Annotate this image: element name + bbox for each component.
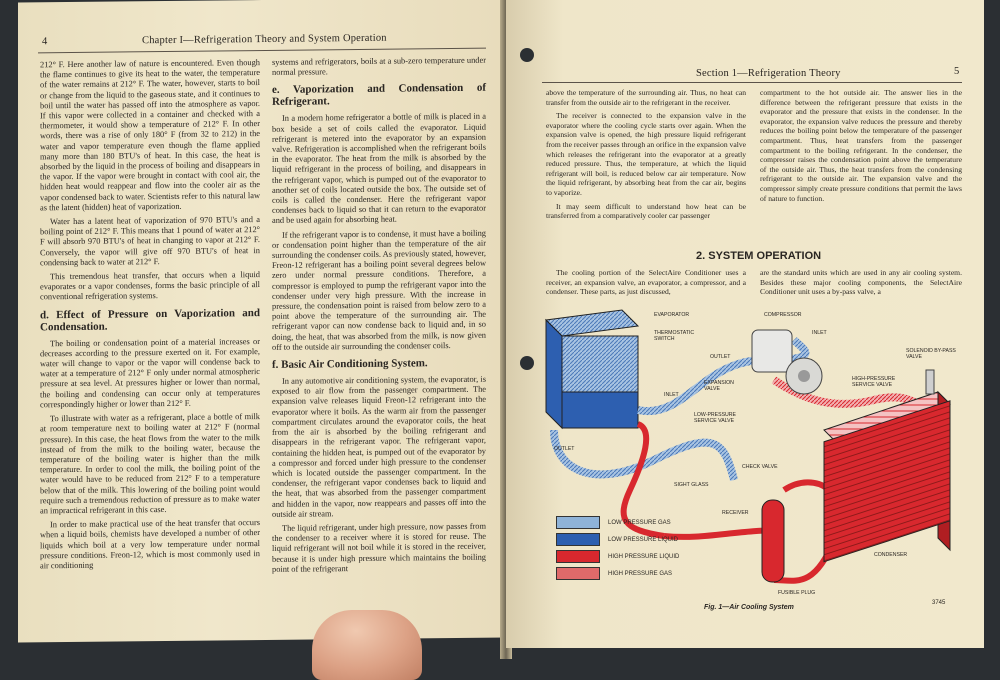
binder-hole [520,356,534,370]
legend-swatch [556,533,600,546]
paragraph: In any automotive air conditioning system, the evaporator, is exposed to air flow from the passenger compartment. The expansion valve releases liquid Freon-12 refrigerant into the evaporator where it boils. As the warm air from the passenger compartment circulates around the evaporator coils, the heat from the air is absorbed by the boiling refrigerant and disappears in the refrigerant vapor. The refrigerant vapor, containing the hidden heat, is pumped out of the evaporator by a compressor and forced under high pressure to the condenser which is located outside the passenger compartment. In the condenser, the refrigerant vapor condenses back to liquid and the heat, that was absorbed from the passenger compartment and hidden in the vapor, now reappears and passes off into the outside air stream. [272,374,486,519]
section-heading-f: f. Basic Air Conditioning System. [272,357,428,371]
legend-item [556,548,679,565]
header-rule [38,48,486,54]
label-inlet-top: INLET [812,330,827,336]
air-cooling-system-figure [534,300,974,628]
left-page-number: 4 [42,36,48,48]
paragraph: The cooling portion of the SelectAire Conditioner uses a receiver, an expansion valve, an evaporator, a compressor, and a condenser. These parts, as just discussed, [546,268,746,297]
left-page-header: Chapter I—Refrigeration Theory and System Operation [142,32,387,47]
left-page [18,0,506,643]
legend-label: HIGH PRESSURE GAS [608,570,673,577]
label-hp-service: HIGH-PRESSURE SERVICE VALVE [852,376,896,388]
paragraph: systems and refrigerators, boils at a sub-zero temperature under normal pressure. [272,55,486,78]
figure-legend [556,514,679,582]
system-text-1 [546,268,746,301]
left-column-1 [40,58,260,575]
label-thermostatic-switch: THERMOSTATIC SWITCH [654,330,695,342]
right-column-2 [760,88,962,207]
paragraph: compartment to the hot outside air. The answer lies in the difference between the refrigerant pressure that exists in the evaporator and the pressure that exists in the condenser. In the evaporator, the expansion valve reduces the pressure and thereby reduces the boiling point below the temperature of the passenger compartment. Thus, heat transfers from the passenger compartment to the boiling refrigerant. In the condenser, the compressor raises the condensation point above the temperature of the outside air. Thus, the heat transfers from the condensing refrigerant to the outside air. The expansion valve and the compressor simply create pressure conditions that permit the laws of nature to function. [760,88,962,203]
label-sight-glass: SIGHT GLASS [674,482,709,488]
condenser-shape [824,392,950,562]
paragraph: above the temperature of the surrounding air. Thus, no heat can transfer from the outside air to the refrigerant in the receiver. [546,88,746,107]
label-solenoid: SOLENOID BY-PASS VALVE [906,348,956,360]
label-fusible-plug: FUSIBLE PLUG [778,590,816,596]
label-evaporator: EVAPORATOR [654,312,690,318]
paragraph: The receiver is connected to the expansion valve in the evaporator where the cooling cycle starts over again. When the expansion valve is opened, the high pressure liquid refrigerant from the receiver passes through an orifice in the expansion valve which releases the refrigerant into the evaporator at a greatly reduced pressure. Thus, the temperature, at which the liquid refrigerant will boil, is reduced below car air temperature. Now the liquid refrigerant, by absorbing heat from the car air, begins to vaporize. [546,111,746,197]
receiver-shape [762,500,784,582]
header-rule [542,82,962,83]
legend-item [556,531,679,548]
system-text-2 [760,268,962,301]
figure-caption: Fig. 1—Air Cooling System [704,604,794,611]
label-outlet-left: OUTLET [554,446,575,452]
legend-swatch [556,516,600,529]
legend-label: LOW PRESSURE LIQUID [608,536,679,543]
label-outlet-top: OUTLET [710,354,731,360]
paragraph: 212° F. Here another law of nature is encountered. Even though the flame continues to give its heat to the water, the temperature of the water remains at 212° F. The water, however, starts to boil or change from the liquid to the gaseous state, and it continues to boil until the water has passed off into the atmosphere as vapor. If this vapor were collected in a container and checked with a thermometer, it would show a temperature of 212° F. In other words, there was a rise of only 180° F (from 32 to 212) in the water and vapor temperature even though the flame applied many more than 180 BTU's of heat. In this case, the heat is absorbed by the liquid in the process of boiling and disappears in the vapor. If the vapor were brought in contact with cool air, the hidden heat would reappear and flow into the cooler air as the vapor condensed back to water. Scientists refer to this natural law as the latent (hidden) heat of vaporization. [40,58,260,213]
legend-item [556,565,679,582]
paragraph: In a modern home refrigerator a bottle of milk is placed in a box beside a set of coils called the evaporator. Liquid refrigerant is metered into the evaporator by an expansion valve. Refrigeration is accomplished when the refrigerant boils in the evaporator. The heat from the milk is absorbed by the liquid refrigerant in the process of boiling, and disappears in the refrigerant vapor, which is pumped out of the evaporator to another set of coils located outside the box. The outside set of coils is called the condenser. Here the refrigerant vapor condenses back to liquid so that it can return to the evaporator and be used again for absorbing heat. [272,112,486,226]
paragraph: To illustrate with water as a refrigerant, place a bottle of milk at room temperature next to boiling water at 212° F (normal pressure). In this case, the heat flows from the water to the milk instead of from the milk to the boiling water, because the temperature of the boiling water is higher than the milk temperature. In order to cool the milk, the boiling point of the water would have to be reduced from 212° F to a temperature below that of the milk. This lowering of the boiling point would require such a tremendous reduction of pressure as to make water an impractical refrigerant in this case. [40,412,260,516]
paragraph: This tremendous heat transfer, that occurs when a liquid evaporates or a vapor condenses, forms the basic principle of all conventional refrigeration systems. [40,270,260,302]
paragraph: Water has a latent heat of vaporization of 970 BTU's and a boiling point of 212° F. This means that 1 pound of water at 212° F will absorb 970 BTU's of heat in changing to vapor at 212° F. Conversely, the vapor will give off 970 BTU's of heat in condensing back to water at 212° F. [40,215,260,268]
label-inlet-left: INLET [664,392,679,398]
section-heading-e: e. Vaporization and Condensation of Refrigerant. [272,82,486,109]
legend-label: HIGH PRESSURE LIQUID [608,553,680,560]
label-receiver: RECEIVER [722,510,749,516]
label-compressor: COMPRESSOR [764,312,802,318]
left-column-2 [272,56,486,579]
legend-label: LOW PRESSURE GAS [608,519,671,526]
solenoid-valve-shape [926,370,934,394]
figure-code: 3745 [932,600,946,606]
legend-swatch [556,567,600,580]
label-check-valve: CHECK VALVE [742,464,778,470]
paragraph: In order to make practical use of the heat transfer that occurs when a liquid boils, chemists have developed a number of other liquids which boil at a very low temperature under normal pressure conditions. Freon-12, which is most commonly used in air conditioning [40,518,260,571]
label-expansion-valve: EXPANSION VALVE [704,380,734,392]
paragraph: It may seem difficult to understand how heat can be transferred from a comparatively cooler car passenger [546,201,746,221]
legend-swatch [556,550,600,563]
paragraph: are the standard units which are used in any air cooling system. Besides these major cooling components, the SelectAire Conditioner unit uses a by-pass valve, a [760,268,962,297]
paragraph: If the refrigerant vapor is to condense, it must have a boiling or condensation point higher than the temperature of the air surrounding the condenser coils. As previously stated, however, Freon-12 refrigerant has a boiling point several degrees below zero under normal pressure conditions. Therefore, a compressor is employed to pump the refrigerant vapor into the condenser under very high pressure. With the increase in pressure, the condensation point is raised from below zero to a point above the temperature of the surrounding air. The refrigerant vapor can now condense back to liquid and, in so doing, the heat, that was absorbed from the milk, is now given off to the outside air surrounding the condenser coils. [272,228,486,352]
binder-hole [520,48,534,62]
evaporator-shape [546,310,638,428]
right-page-number: 5 [954,66,960,77]
right-page-header: Section 1—Refrigeration Theory [696,68,841,79]
paragraph: The boiling or condensation point of a material increases or decreases according to the pressure exerted on it. For example, water will change to vapor or the vapor will condense back to water at a temperature of 212° F only under normal atmospheric pressure at sea level. At pressures higher or lower than normal, the boiling and condensing can occur only at temperatures correspondingly higher or lower than 212° F. [40,336,260,410]
system-operation-heading: 2. SYSTEM OPERATION [696,250,822,262]
right-column-1 [546,88,746,225]
paragraph: The liquid refrigerant, under high pressure, now passes from the condenser to a receiver where it is stored for reuse. The liquid refrigerant will not boil while it is stored in the receiver, because it is under high pressure which maintains the boiling point of the refrigerant [272,521,486,574]
label-condenser: CONDENSER [874,552,908,558]
section-heading-d: d. Effect of Pressure on Vaporization and Condensation. [40,306,260,333]
thumb [312,610,422,680]
legend-item [556,514,679,531]
label-lp-service: LOW-PRESSURE SERVICE VALVE [694,412,736,424]
